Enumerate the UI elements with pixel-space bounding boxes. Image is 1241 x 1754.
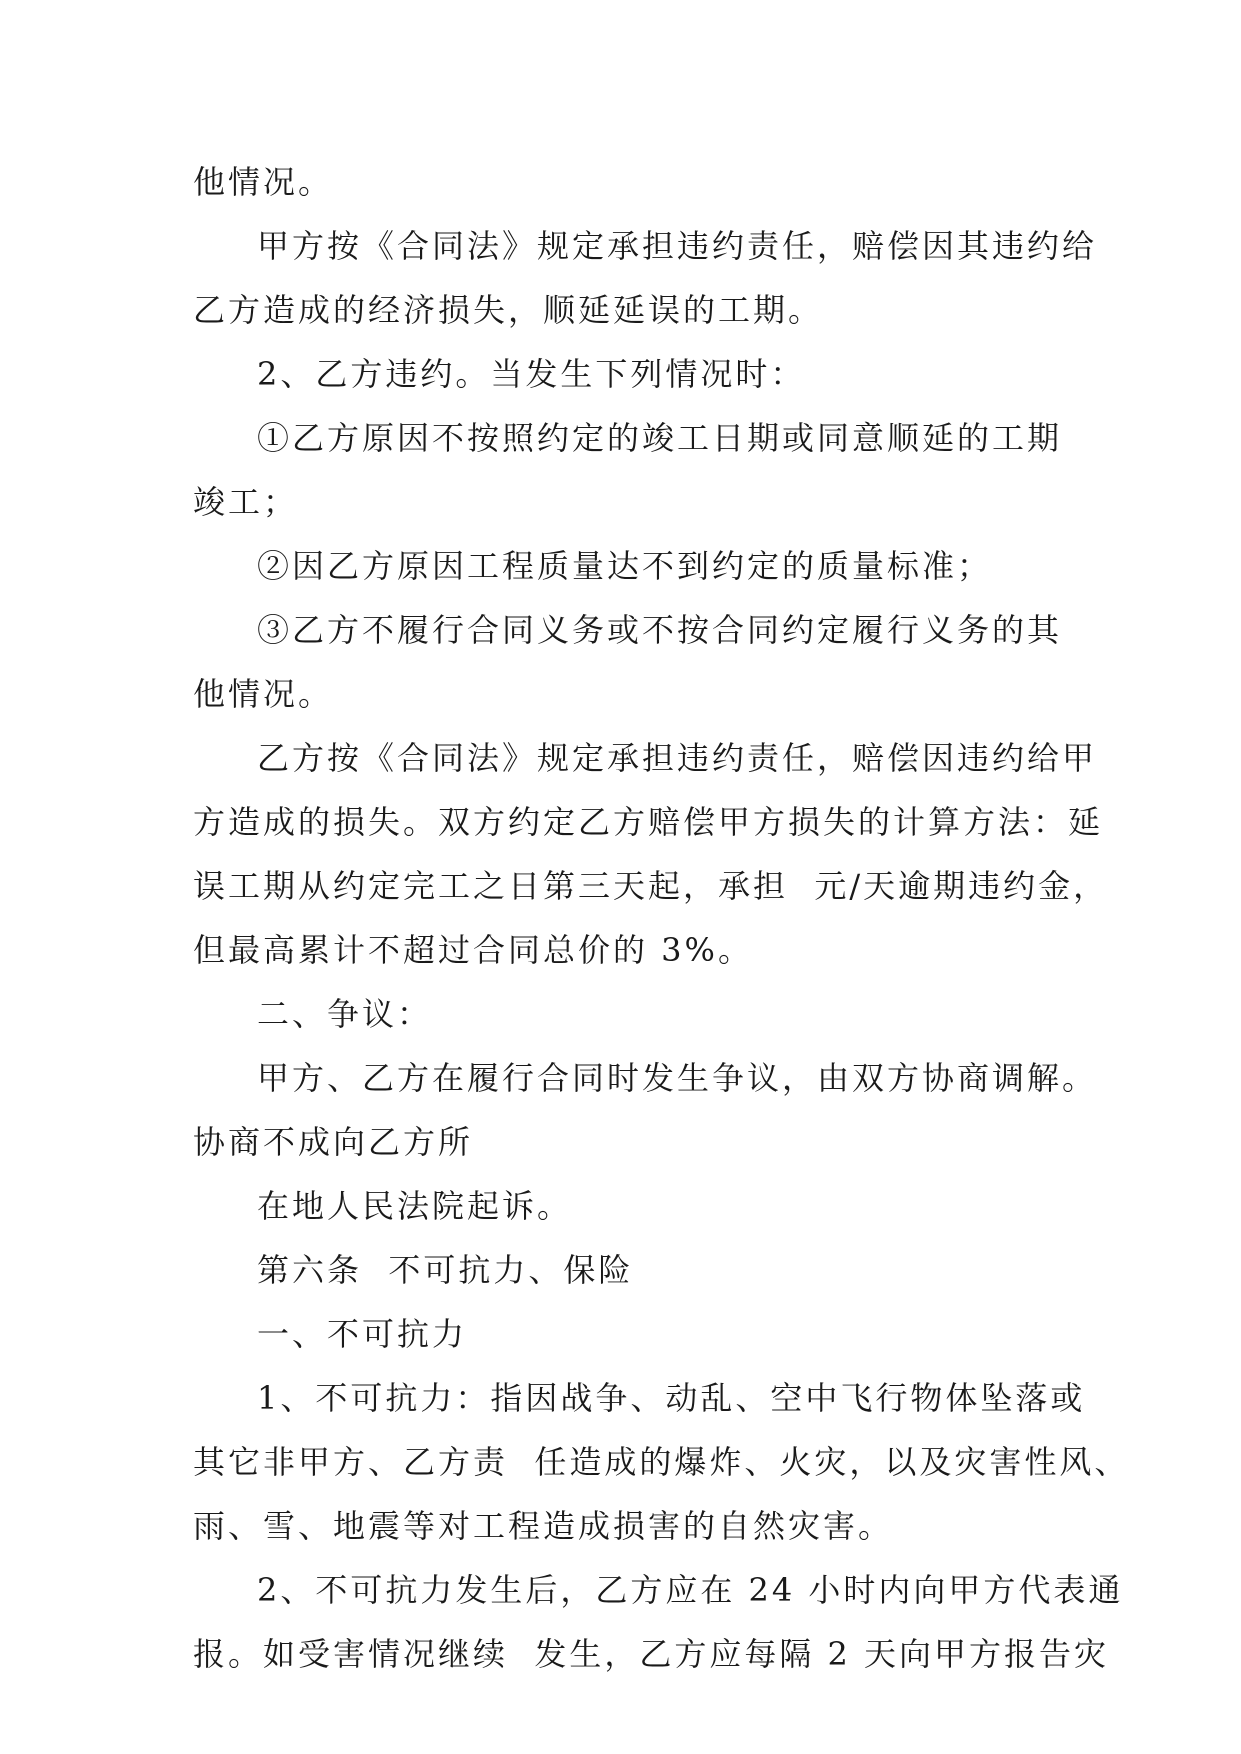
section-heading: 二、争议：: [257, 995, 433, 1033]
document-body: [193, 150, 1130, 1686]
text-line: 雨、雪、地震等对工程造成损害的自然灾害。: [193, 1507, 894, 1545]
text-line: ②因乙方原因工程质量达不到约定的质量标准；: [257, 547, 993, 585]
text-line: 乙方按《合同法》规定承担违约责任，赔偿因违约给甲: [257, 739, 1098, 777]
text-line: 方造成的损失。双方约定乙方赔偿甲方损失的计算方法：延: [193, 803, 1104, 841]
text-line: ③乙方不履行合同义务或不按合同约定履行义务的其: [257, 611, 1063, 649]
text-line: 甲方按《合同法》规定承担违约责任，赔偿因其违约给: [257, 227, 1098, 265]
text-line: 但最高累计不超过合同总价的 3%。: [193, 931, 753, 969]
text-line: 其它非甲方、乙方责 任造成的爆炸、火灾，以及灾害性风、: [193, 1443, 1130, 1481]
text-line: ①乙方原因不按照约定的竣工日期或同意顺延的工期: [257, 419, 1063, 457]
text-line: 1、不可抗力：指因战争、动乱、空中飞行物体坠落或: [257, 1379, 1086, 1417]
text-line: 协商不成向乙方所: [193, 1123, 474, 1161]
text-line: 在地人民法院起诉。: [257, 1187, 573, 1225]
text-line: 报。如受害情况继续 发生，乙方应每隔 2 天向甲方报告灾: [193, 1635, 1110, 1673]
article-heading: 第六条 不可抗力、保险: [257, 1251, 634, 1289]
text-line: 2、不可抗力发生后，乙方应在 24 小时内向甲方代表通: [257, 1571, 1124, 1609]
text-line: 2、乙方违约。当发生下列情况时：: [257, 355, 806, 393]
text-line: 他情况。: [193, 675, 334, 713]
text-line: 乙方造成的经济损失，顺延延误的工期。: [193, 291, 824, 329]
text-line: 竣工；: [193, 483, 299, 521]
text-line: 他情况。: [193, 163, 334, 201]
section-heading: 一、不可抗力: [257, 1315, 468, 1353]
text-line: 误工期从约定完工之日第三天起，承担 元/天逾期违约金，: [193, 867, 1109, 905]
text-line: 甲方、乙方在履行合同时发生争议，由双方协商调解。: [257, 1059, 1098, 1097]
